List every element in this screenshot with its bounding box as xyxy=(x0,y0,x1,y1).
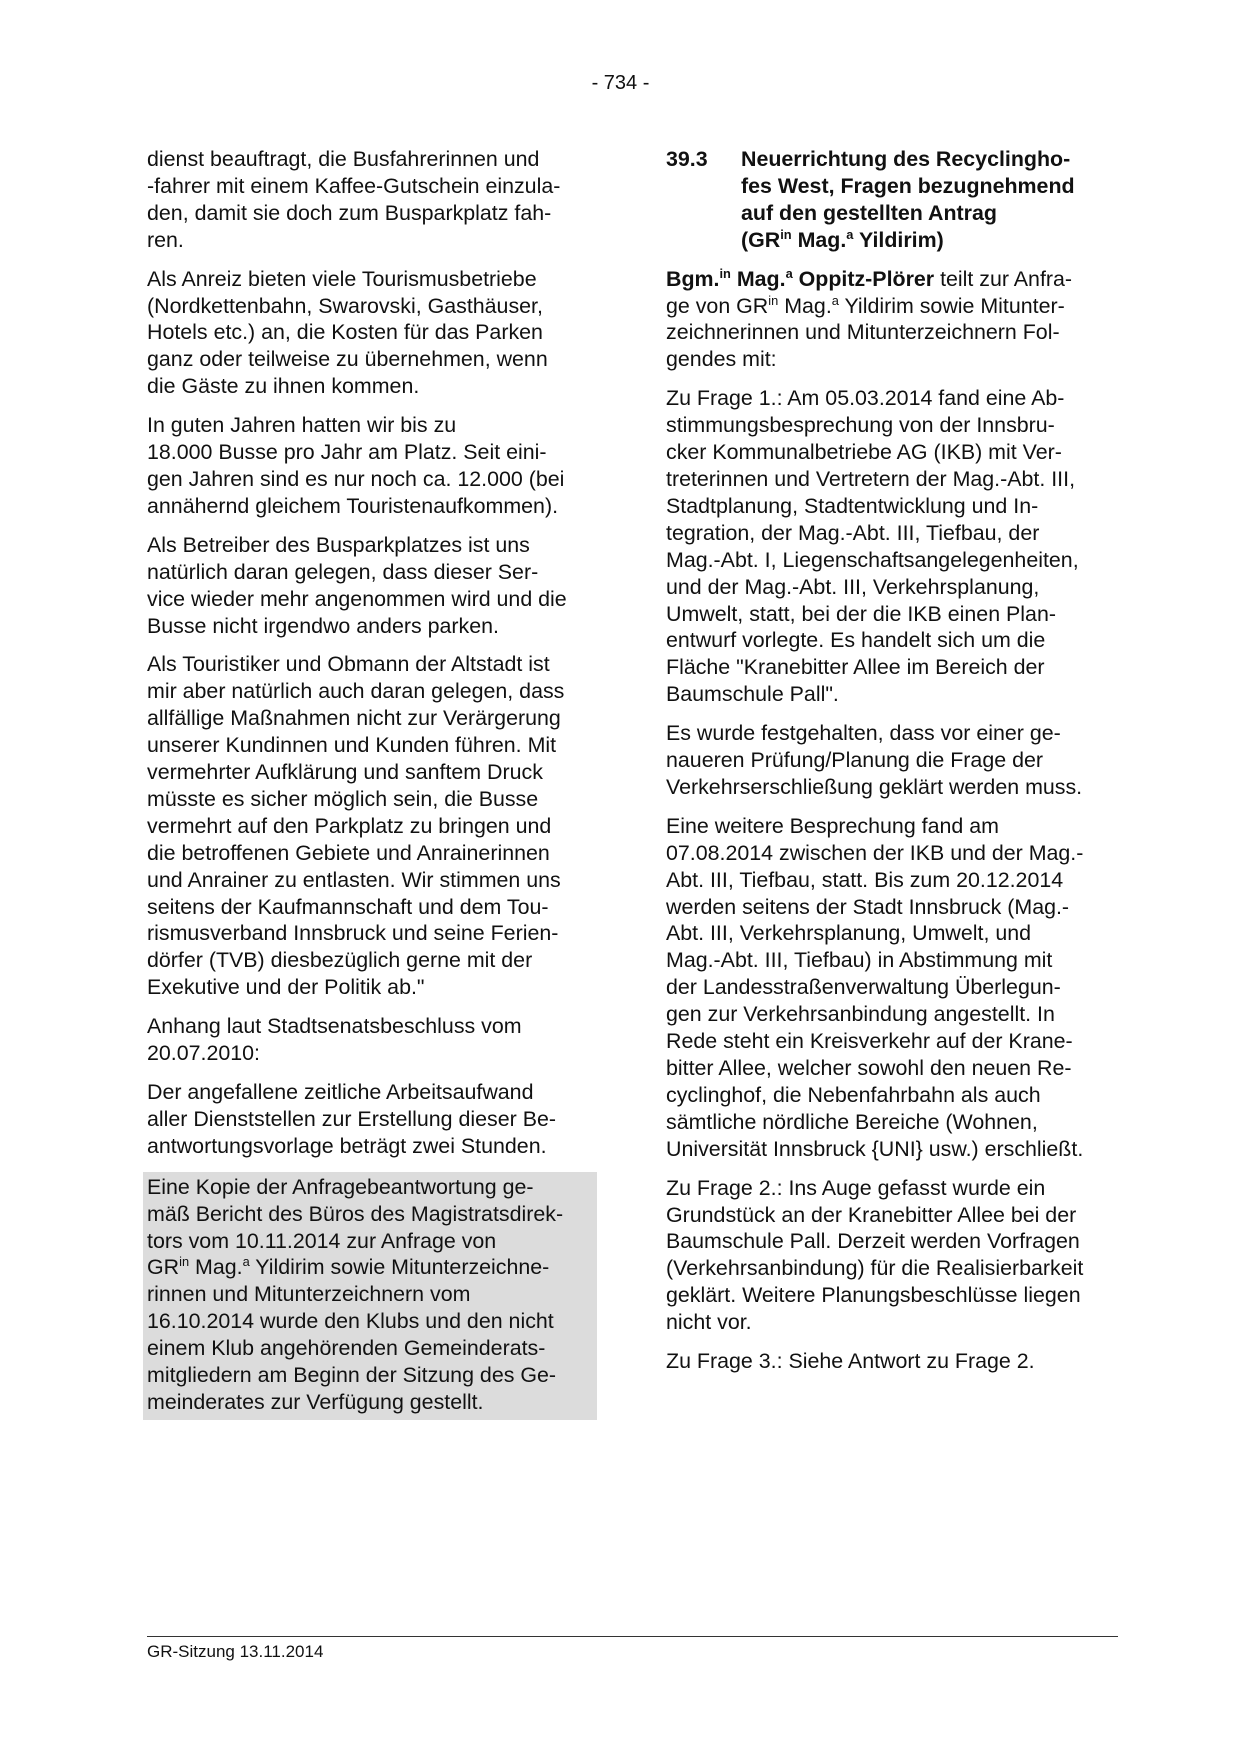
section-number: 39.3 xyxy=(666,147,708,171)
intro-sup-1: in xyxy=(719,265,731,281)
intro-bold-b: Mag. xyxy=(730,266,786,291)
right-paragraph-4: Zu Frage 2.: Ins Auge gefasst wurde ein Grundstück an der Kranebitter Allee bei der Baumschule Pall. Derzeit werden Vorfragen (Verkehrsanbindung) für die Realisierbarkeit geklärt. Weitere Planungsbeschlüsse liegen nicht vor. xyxy=(666,1175,1084,1335)
note-text-c: Yildirim sowie Mitunterzeichne- rinnen und Mitunterzeichnern vom 16.10.2014 wurde den Klubs und den nicht einem Klub angehörenden Gemeinderats- mitgliedern am Beginn der Sitzung des Ge- meinderates zur Verfügung gestellt. xyxy=(147,1255,557,1414)
note-text-b: Mag. xyxy=(189,1255,243,1280)
left-paragraph-6: Anhang laut Stadtsenatsbeschluss vom 20.07.2010: xyxy=(147,1014,522,1066)
intro-text-b: Mag. xyxy=(778,293,832,318)
title-text-c: Yildirim) xyxy=(853,227,944,252)
left-paragraph-7: Der angefallene zeitliche Arbeitsaufwand aller Dienststellen zur Erstellung dieser Be- antwortungsvorlage beträgt zwei Stunden. xyxy=(147,1080,556,1158)
title-sup-2: a xyxy=(846,226,854,242)
footer-text: GR-Sitzung 13.11.2014 xyxy=(147,1642,324,1661)
note-sup-1: in xyxy=(179,1254,190,1270)
right-column xyxy=(666,146,1118,1387)
right-paragraph-1: Zu Frage 1.: Am 05.03.2014 fand eine Ab- stimmungsbesprechung von der Innsbru- cker Kommunalbetriebe AG (IKB) mit Ver- treterinnen und Vertretern der Mag.-Abt. III, Stadtplanung, Stadtentwicklung und In- tegration, der Mag.-Abt. III, Tiefbau, der Mag.-Abt. I, Liegenschaftsangelegenheiten, und der Mag.-Abt. III, Verkehrsplanung, Umwelt, statt, bei der die IKB einen Plan- entwurf vorlegte. Es handelt sich um die Fläche "Kranebitter Allee im Bereich der Baumschule Pall". xyxy=(666,386,1079,707)
intro-bold-c: Oppitz-Plörer xyxy=(792,266,935,291)
intro-sup-2: a xyxy=(785,265,793,281)
section-heading xyxy=(666,146,1118,254)
left-paragraph-5: Als Touristiker und Obmann der Altstadt ist mir aber natürlich auch daran gelegen, dass allfällige Maßnahmen nicht zur Verärgerung unserer Kundinnen und Kunden führen. Mit vermehrter Aufklärung und sanftem Druck müsste es sicher möglich sein, die Busse vermehrt auf den Parkplatz zu bringen und die betroffenen Gebiete und Anrainerinnen und Anrainer zu entlasten. Wir stimmen uns seitens der Kaufmannschaft und dem Tou- rismusverband Innsbruck und seine Ferien- dörfer (TVB) diesbezüglich gerne mit der Exekutive und der Politik ab." xyxy=(147,652,565,1000)
left-paragraph-1: dienst beauftragt, die Busfahrerinnen und -fahrer mit einem Kaffee-Gutschein einzula- den, damit sie doch zum Busparkplatz fah- ren. xyxy=(147,147,561,252)
right-paragraph-2: Es wurde festgehalten, dass vor einer ge- naueren Prüfung/Planung die Frage der Verkehrserschließung geklärt werden muss. xyxy=(666,721,1083,799)
left-paragraph-3: In guten Jahren hatten wir bis zu 18.000 Busse pro Jahr am Platz. Seit eini- gen Jahren sind es nur noch ca. 12.000 (bei annähernd gleichem Touristenaufkommen). xyxy=(147,413,565,518)
left-paragraph-4: Als Betreiber des Busparkplatzes ist uns natürlich daran gelegen, dass dieser Ser- vice wieder mehr angenommen wird und die Busse nicht irgendwo anders parken. xyxy=(147,532,567,638)
left-column xyxy=(147,146,599,1432)
right-intro xyxy=(666,266,1118,374)
intro-sup-3: in xyxy=(768,292,779,308)
section-title xyxy=(741,146,1075,254)
page-number: - 734 - xyxy=(591,72,650,94)
title-text-a: Neuerrichtung des Recyclingho- fes West, Fragen bezugnehmend auf den gestellten Antrag (GR xyxy=(741,147,1075,252)
title-text-b: Mag. xyxy=(791,227,847,252)
intro-text-a: teilt zur Anfra- ge von GR xyxy=(666,266,1073,318)
right-paragraph-3: Eine weitere Besprechung fand am 07.08.2014 zwischen der IKB und der Mag.- Abt. III, Tiefbau, statt. Bis zum 20.12.2014 werden seitens der Stadt Innsbruck (Mag.- Abt. III, Verkehrsplanung, Umwelt, und Mag.-Abt. III, Tiefbau) in Abstimmung mit der Landesstraßenverwaltung Überlegun- gen zur Verkehrsanbindung angestellt. In Rede steht ein Kreisverkehr auf der Krane- bitter Allee, welcher sowohl den neuen Re- cyclinghof, die Nebenfahrbahn als auch sämtliche nördliche Bereiche (Wohnen, Universität Innsbruck {UNI} usw.) erschließt. xyxy=(666,813,1084,1161)
highlighted-note xyxy=(143,1172,597,1420)
intro-sup-4: a xyxy=(831,292,839,308)
right-paragraph-5: Zu Frage 3.: Siehe Antwort zu Frage 2. xyxy=(666,1349,1035,1374)
note-text-a: Eine Kopie der Anfragebeantwortung ge- mäß Bericht des Büros des Magistratsdirek- tors vom 10.11.2014 zur Anfrage von GR xyxy=(147,1174,564,1280)
footer-divider xyxy=(147,1636,1118,1637)
left-paragraph-2: Als Anreiz bieten viele Tourismusbetriebe (Nordkettenbahn, Swarovski, Gasthäuser, Hotels etc.) an, die Kosten für das Parken ganz oder teilweise zu übernehmen, wenn die Gäste zu ihnen kommen. xyxy=(147,266,548,399)
intro-text-c: Yildirim sowie Mitunter- zeichnerinnen und Mitunterzeichnern Fol- gendes mit: xyxy=(666,293,1065,372)
intro-bold-a: Bgm. xyxy=(666,266,720,291)
note-sup-2: a xyxy=(242,1254,250,1270)
title-sup-1: in xyxy=(780,226,792,242)
